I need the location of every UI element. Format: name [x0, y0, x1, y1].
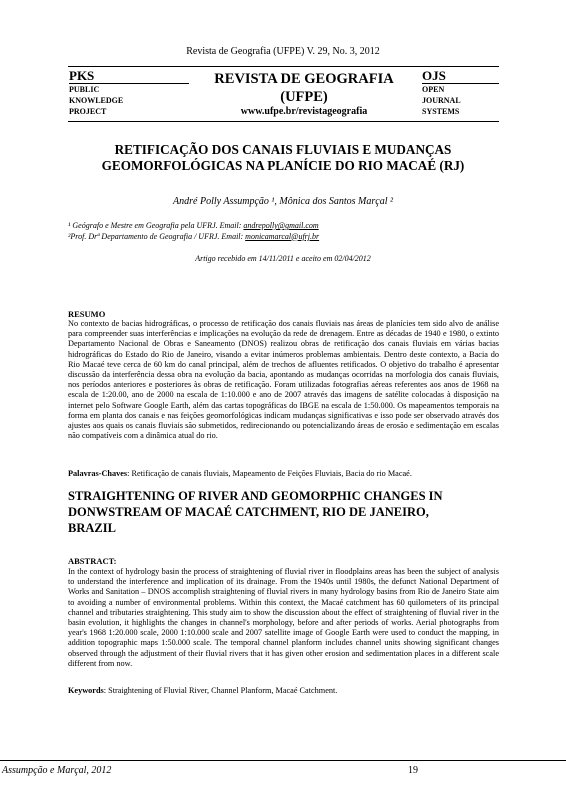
title-pt-line: GEOMORFOLÓGICAS NA PLANÍCIE DO RIO MACAÉ (RJ)	[101, 158, 465, 173]
article-title-pt	[60, 142, 506, 174]
authors: André Polly Assumpção ¹, Mônica dos Santos Marçal ²	[173, 196, 393, 207]
pks-line: KNOWLEDGE	[69, 96, 124, 105]
footer-authors: Assumpção e Marçal, 2012	[2, 765, 112, 776]
keywords-label: Palavras-Chaves	[68, 469, 128, 478]
palavras-chaves	[68, 469, 499, 478]
resumo-body: No contexto de bacias hidrográficas, o processo de retificação dos canais fluviais nas áreas de planícies tem sido alvo de análise para compreender suas interferências e implicações na evolução da rede de drenagem. Entre as décadas de 1940 e 1980, o extinto Departamento Nacional de Obras e Saneamento (DNOS) realizou obras de retificação dos canais fluviais em várias bacias hidrográficas do Estado do Rio de Janeiro, visando a evitar inúmeros problemas ambientais. Dentro deste contexto, a Bacia do Rio Macaé teve cerca de 60 km do canal principal, além de trechos de afluentes retificados. O objetivo do trabalho é apresentar discussão da interferência dessa obra na evolução da bacia, apontando as mudanças ocorridas na morfologia dos canais fluviais, nos períodos anteriores e posteriores às obras de retificação. Foram utilizadas fotografias aéreas referentes aos anos de 1968 na escala de 1:20.00, ano de 2000 na escala de 1:10.000 e ano de 2007 através das imagens de satélite colocadas à disposição na internet pelo Software Google Earth, além das cartas topográficas do IBGE na escala de 1:50.000. Os mapeamentos temporais na forma em planta dos canais e nas feições geomorfológicas indicam mudanças significativas e isso pode ser observado através dos ajustes aos quais os canais fluviais são submetidos, redirecionando ou potencializando áreas de erosão e sedimentação em escalas não compatíveis com a dinâmica atual do rio.	[68, 319, 499, 441]
keywords-text: : Retificação de canais fluviais, Mapeamento de Feições Fluviais, Bacia do rio Macaé.	[127, 469, 412, 478]
title-en-line: BRAZIL	[68, 521, 116, 535]
ojs-line: SYSTEMS	[422, 107, 460, 116]
affiliation-1	[68, 221, 498, 232]
affiliations	[68, 221, 498, 242]
journal-title-sub: (UFPE)	[280, 89, 328, 105]
page-footer	[0, 760, 566, 783]
ojs-line: JOURNAL	[422, 96, 461, 105]
ojs-line: OPEN	[422, 85, 445, 94]
journal-title-block	[188, 70, 420, 118]
ojs-block	[422, 69, 499, 117]
journal-url: www.ufpe.br/revistageografia	[240, 106, 368, 117]
abstract-heading: ABSTRACT:	[68, 556, 117, 566]
abstract-body: In the context of hydrology basin the process of straightening of fluvial river in floodplains areas has been the subject of analysis to understand the interference and implication of its drainage. From the 1940s until 1980s, the defunct National Department of Works and Sanitation – DNOS accomplish straightening of fluvial rivers in many hydrology basins from Rio de Janeiro State aim to avoiding a number of environmental problems. Within this context, the Macaé catchment has 60 quilometers of its principal channel and tributaries straightening. This study aim to show the discussion about the effect of straightening of fluvial river in the basin evolution, it highlights the changes in channel's morphology, before and after periods of works. Aerial photographs from year's 1968 1:20.000 scale, 2000 1:10.000 scale and 2007 satellite image of Google Earth were used to conduct the mapping, in addition topographic maps 1:50.000 scale. The temporal channel planform includes channel units showing significant changes observed through the adjustment of their fluvial rivers that it has given other erosion and sedimentation places in a different scale different from now.	[68, 567, 499, 668]
title-en-line: DONWSTREAM OF MACAÉ CATCHMENT, RIO DE JANEIRO,	[68, 505, 429, 519]
running-head: Revista de Geografia (UFPE) V. 29, No. 3, 2012	[186, 46, 380, 57]
email-link[interactable]: andrepolly@gmail.com	[243, 221, 319, 230]
article-title-en	[68, 488, 499, 536]
title-pt-line: RETIFICAÇÃO DOS CANAIS FLUVIAIS E MUDANÇAS	[114, 142, 452, 157]
affiliation-2	[68, 232, 498, 243]
email-link[interactable]: monicamarcal@ufrj.br	[245, 231, 320, 241]
pkp-block	[69, 69, 189, 117]
received-date: Artigo recebido em 14/11/2011 e aceito em 02/04/2012	[195, 254, 371, 263]
keywords-en	[68, 686, 499, 695]
pks-acronym: PKS	[69, 68, 95, 83]
journal-title: REVISTA DE GEOGRAFIA	[214, 71, 394, 87]
pks-line: PROJECT	[69, 107, 107, 116]
ojs-acronym: OJS	[422, 68, 446, 83]
affiliation-text: ²Prof. Drª Departamento de Geografia / UFRJ. Email:	[68, 231, 246, 241]
page-number: 19	[408, 765, 418, 776]
affiliation-text: ¹ Geógrafo e Mestre em Geografia pela UFRJ. Email:	[68, 221, 244, 230]
journal-masthead	[68, 66, 499, 122]
resumo-heading: RESUMO	[68, 309, 106, 319]
pks-line: PUBLIC	[69, 85, 100, 94]
keywords-text: : Straightening of Fluvial River, Channel Planform, Macaé Catchment.	[103, 686, 338, 695]
title-en-line: STRAIGHTENING OF RIVER AND GEOMORPHIC CHANGES IN	[68, 489, 443, 503]
keywords-label: Keywords	[68, 686, 104, 695]
